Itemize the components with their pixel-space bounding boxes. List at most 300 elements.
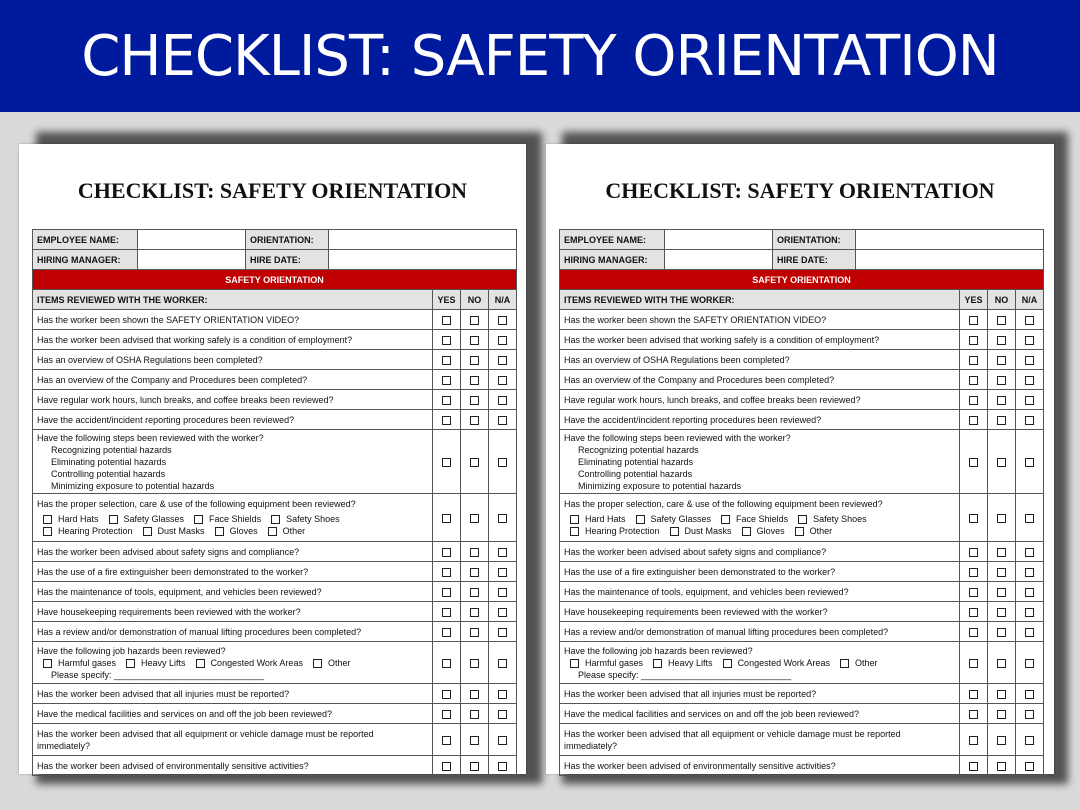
- no-checkbox[interactable]: [470, 588, 479, 597]
- no-checkbox[interactable]: [997, 568, 1006, 577]
- yes-checkbox[interactable]: [969, 356, 978, 365]
- option-checkbox[interactable]: [723, 659, 732, 668]
- no-checkbox[interactable]: [470, 458, 479, 467]
- checklist-row: [33, 310, 517, 330]
- yes-checkbox[interactable]: [442, 710, 451, 719]
- na-checkbox[interactable]: [498, 690, 507, 699]
- option-checkbox[interactable]: [798, 515, 807, 524]
- option-item[interactable]: [570, 525, 660, 537]
- na-cell: [489, 684, 517, 704]
- no-cell: [988, 430, 1016, 494]
- no-checkbox[interactable]: [997, 628, 1006, 637]
- no-checkbox[interactable]: [470, 736, 479, 745]
- option-item[interactable]: [636, 513, 712, 525]
- yes-checkbox[interactable]: [442, 762, 451, 771]
- yes-checkbox[interactable]: [442, 336, 451, 345]
- yes-checkbox[interactable]: [442, 514, 451, 523]
- question-cell: [33, 430, 433, 494]
- na-checkbox[interactable]: [1025, 376, 1034, 385]
- yes-checkbox[interactable]: [969, 710, 978, 719]
- na-cell: [489, 562, 517, 582]
- no-cell: [988, 350, 1016, 370]
- question-cell: Has the use of a fire extinguisher been demonstrated to the worker?: [33, 562, 433, 582]
- no-checkbox[interactable]: [997, 416, 1006, 425]
- yes-checkbox[interactable]: [442, 548, 451, 557]
- no-checkbox[interactable]: [997, 316, 1006, 325]
- checklist-row: [560, 410, 1044, 430]
- na-cell: [1016, 370, 1044, 390]
- option-checkbox[interactable]: [109, 515, 118, 524]
- yes-checkbox[interactable]: [442, 690, 451, 699]
- no-cell: [988, 582, 1016, 602]
- step-item: Minimizing exposure to potential hazards: [578, 480, 742, 491]
- option-label: Other: [809, 526, 833, 536]
- option-checkbox[interactable]: [570, 527, 579, 536]
- option-item[interactable]: [194, 513, 261, 525]
- yes-checkbox[interactable]: [969, 548, 978, 557]
- checklist-row: [560, 430, 1044, 494]
- step-item: Eliminating potential hazards: [51, 456, 167, 467]
- na-checkbox[interactable]: [1025, 762, 1034, 771]
- na-checkbox[interactable]: [1025, 736, 1034, 745]
- hiring-manager-label: HIRING MANAGER:: [33, 250, 138, 270]
- items-header: ITEMS REVIEWED WITH THE WORKER:: [33, 290, 433, 310]
- no-checkbox[interactable]: [470, 659, 479, 668]
- no-checkbox[interactable]: [997, 514, 1006, 523]
- yes-checkbox[interactable]: [969, 514, 978, 523]
- hiring-manager-field[interactable]: [665, 250, 773, 270]
- orientation-label: ORIENTATION:: [246, 230, 329, 250]
- option-checkbox[interactable]: [570, 659, 579, 668]
- option-checkbox[interactable]: [313, 659, 322, 668]
- na-cell: [1016, 724, 1044, 756]
- no-checkbox[interactable]: [997, 588, 1006, 597]
- question-text: Have the following steps been reviewed with the worker?: [564, 432, 791, 443]
- no-cell: [988, 310, 1016, 330]
- no-checkbox[interactable]: [997, 608, 1006, 617]
- no-checkbox[interactable]: [997, 376, 1006, 385]
- option-checkbox[interactable]: [43, 527, 52, 536]
- na-checkbox[interactable]: [1025, 336, 1034, 345]
- yes-checkbox[interactable]: [442, 458, 451, 467]
- yes-checkbox[interactable]: [442, 568, 451, 577]
- option-checkbox[interactable]: [653, 659, 662, 668]
- question-cell: Have the accident/incident reporting procedures been reviewed?: [33, 410, 433, 430]
- na-checkbox[interactable]: [1025, 628, 1034, 637]
- na-checkbox[interactable]: [498, 762, 507, 771]
- hiring-manager-field[interactable]: [138, 250, 246, 270]
- option-label: Face Shields: [736, 514, 789, 524]
- orientation-field[interactable]: [329, 230, 517, 250]
- na-checkbox[interactable]: [1025, 396, 1034, 405]
- na-cell: [1016, 310, 1044, 330]
- question-cell: Has the worker been advised that working safely is a condition of employment?: [33, 330, 433, 350]
- option-item[interactable]: [570, 513, 626, 525]
- yes-checkbox[interactable]: [969, 376, 978, 385]
- yes-checkbox[interactable]: [442, 396, 451, 405]
- option-item[interactable]: [798, 513, 867, 525]
- option-line: [564, 510, 955, 525]
- hiring-manager-label: HIRING MANAGER:: [560, 250, 665, 270]
- checklist-row: [560, 350, 1044, 370]
- option-checkbox[interactable]: [215, 527, 224, 536]
- na-checkbox[interactable]: [498, 396, 507, 405]
- question-cell: Has the worker been shown the SAFETY ORIENTATION VIDEO?: [560, 310, 960, 330]
- no-checkbox[interactable]: [470, 690, 479, 699]
- hire-date-label: HIRE DATE:: [246, 250, 329, 270]
- yes-cell: [433, 330, 461, 350]
- checklist-row: [33, 494, 517, 542]
- option-checkbox[interactable]: [196, 659, 205, 668]
- option-item[interactable]: [215, 525, 258, 537]
- na-checkbox[interactable]: [1025, 416, 1034, 425]
- checklist-row: [33, 430, 517, 494]
- checklist-row: [33, 724, 517, 756]
- yes-checkbox[interactable]: [969, 736, 978, 745]
- question-text: Have the following steps been reviewed with the worker?: [37, 432, 264, 443]
- question-text: immediately?: [37, 740, 91, 751]
- step-item: Recognizing potential hazards: [51, 444, 172, 455]
- no-header: NO: [988, 290, 1016, 310]
- option-item[interactable]: [109, 513, 185, 525]
- option-item[interactable]: [43, 525, 133, 537]
- option-checkbox[interactable]: [271, 515, 280, 524]
- na-cell: [489, 642, 517, 684]
- na-checkbox[interactable]: [498, 659, 507, 668]
- na-checkbox[interactable]: [498, 356, 507, 365]
- checklist-row: [33, 602, 517, 622]
- yes-checkbox[interactable]: [969, 396, 978, 405]
- question-text: immediately?: [564, 740, 618, 751]
- na-cell: [1016, 330, 1044, 350]
- question-cell: Have regular work hours, lunch breaks, and coffee breaks been reviewed?: [560, 390, 960, 410]
- yes-cell: [433, 582, 461, 602]
- no-checkbox[interactable]: [997, 396, 1006, 405]
- no-cell: [461, 642, 489, 684]
- option-checkbox[interactable]: [840, 659, 849, 668]
- question-cell: Has the worker been advised about safety signs and compliance?: [560, 542, 960, 562]
- no-checkbox[interactable]: [470, 628, 479, 637]
- question-cell: [33, 642, 433, 684]
- no-cell: [461, 622, 489, 642]
- yes-cell: [960, 350, 988, 370]
- yes-checkbox[interactable]: [969, 628, 978, 637]
- option-checkbox[interactable]: [721, 515, 730, 524]
- option-checkbox[interactable]: [636, 515, 645, 524]
- na-checkbox[interactable]: [1025, 710, 1034, 719]
- option-checkbox[interactable]: [742, 527, 751, 536]
- orientation-field[interactable]: [856, 230, 1044, 250]
- option-label: Other: [282, 526, 306, 536]
- no-checkbox[interactable]: [997, 690, 1006, 699]
- no-checkbox[interactable]: [997, 548, 1006, 557]
- no-cell: [988, 684, 1016, 704]
- option-item[interactable]: [126, 657, 186, 669]
- question-text: Have the following job hazards been reviewed?: [564, 645, 753, 656]
- option-item[interactable]: [43, 513, 99, 525]
- employee-name-label: EMPLOYEE NAME:: [33, 230, 138, 250]
- yes-cell: [960, 330, 988, 350]
- no-cell: [461, 602, 489, 622]
- no-checkbox[interactable]: [997, 336, 1006, 345]
- no-checkbox[interactable]: [997, 736, 1006, 745]
- checklist-row: [560, 756, 1044, 776]
- checklist-row: [33, 562, 517, 582]
- checklist-page-right: [546, 144, 1054, 774]
- option-label: Safety Shoes: [813, 514, 867, 524]
- option-label: Gloves: [229, 526, 258, 536]
- option-label: Hearing Protection: [58, 526, 133, 536]
- option-label: Gloves: [756, 526, 785, 536]
- yes-header: YES: [433, 290, 461, 310]
- section-header: SAFETY ORIENTATION: [560, 270, 1044, 290]
- yes-checkbox[interactable]: [442, 376, 451, 385]
- na-checkbox[interactable]: [1025, 458, 1034, 467]
- na-header: N/A: [1016, 290, 1044, 310]
- question-text: Has the worker been advised that all equipment or vehicle damage must be reported: [37, 728, 374, 739]
- na-checkbox[interactable]: [1025, 568, 1034, 577]
- option-label: Hard Hats: [58, 514, 99, 524]
- question-cell: [560, 494, 960, 542]
- question-cell: Has the maintenance of tools, equipment, and vehicles been reviewed?: [33, 582, 433, 602]
- na-checkbox[interactable]: [498, 336, 507, 345]
- yes-checkbox[interactable]: [442, 628, 451, 637]
- na-cell: [1016, 562, 1044, 582]
- option-label: Safety Glasses: [123, 514, 185, 524]
- option-item[interactable]: [653, 657, 713, 669]
- no-checkbox[interactable]: [997, 458, 1006, 467]
- yes-cell: [433, 562, 461, 582]
- option-checkbox[interactable]: [795, 527, 804, 536]
- option-item[interactable]: [196, 657, 303, 669]
- option-item[interactable]: [570, 657, 643, 669]
- na-checkbox[interactable]: [498, 608, 507, 617]
- option-checkbox[interactable]: [43, 515, 52, 524]
- no-checkbox[interactable]: [470, 396, 479, 405]
- na-checkbox[interactable]: [498, 548, 507, 557]
- checklist-row: [560, 684, 1044, 704]
- no-cell: [988, 622, 1016, 642]
- no-checkbox[interactable]: [470, 356, 479, 365]
- hire-date-field[interactable]: [856, 250, 1044, 270]
- na-checkbox[interactable]: [1025, 356, 1034, 365]
- no-checkbox[interactable]: [470, 316, 479, 325]
- no-checkbox[interactable]: [470, 608, 479, 617]
- question-cell: Have regular work hours, lunch breaks, and coffee breaks been reviewed?: [33, 390, 433, 410]
- yes-checkbox[interactable]: [969, 568, 978, 577]
- question-cell: Has the worker been advised about safety signs and compliance?: [33, 542, 433, 562]
- yes-cell: [433, 310, 461, 330]
- no-checkbox[interactable]: [470, 762, 479, 771]
- na-checkbox[interactable]: [498, 710, 507, 719]
- yes-checkbox[interactable]: [969, 608, 978, 617]
- question-cell: Has a review and/or demonstration of manual lifting procedures been completed?: [560, 622, 960, 642]
- checklist-row: [560, 390, 1044, 410]
- yes-header: YES: [960, 290, 988, 310]
- no-checkbox[interactable]: [470, 710, 479, 719]
- option-item[interactable]: [268, 525, 306, 537]
- question-cell: [560, 724, 960, 756]
- question-cell: Has the worker been shown the SAFETY ORIENTATION VIDEO?: [33, 310, 433, 330]
- na-checkbox[interactable]: [498, 736, 507, 745]
- question-text: Has the proper selection, care & use of the following equipment been reviewed?: [564, 499, 883, 509]
- option-item[interactable]: [271, 513, 340, 525]
- yes-checkbox[interactable]: [442, 736, 451, 745]
- yes-cell: [433, 622, 461, 642]
- no-cell: [988, 390, 1016, 410]
- option-checkbox[interactable]: [670, 527, 679, 536]
- yes-checkbox[interactable]: [969, 659, 978, 668]
- option-item[interactable]: [313, 657, 351, 669]
- yes-checkbox[interactable]: [969, 416, 978, 425]
- orientation-label: ORIENTATION:: [773, 230, 856, 250]
- question-cell: [33, 494, 433, 542]
- no-cell: [461, 704, 489, 724]
- na-cell: [489, 370, 517, 390]
- yes-checkbox[interactable]: [442, 608, 451, 617]
- na-checkbox[interactable]: [498, 416, 507, 425]
- yes-checkbox[interactable]: [969, 458, 978, 467]
- yes-cell: [433, 390, 461, 410]
- option-item[interactable]: [143, 525, 205, 537]
- no-checkbox[interactable]: [997, 659, 1006, 668]
- na-checkbox[interactable]: [1025, 316, 1034, 325]
- checklist-row: [33, 704, 517, 724]
- na-checkbox[interactable]: [1025, 548, 1034, 557]
- question-cell: [560, 430, 960, 494]
- na-checkbox[interactable]: [1025, 608, 1034, 617]
- na-cell: [1016, 350, 1044, 370]
- na-cell: [489, 602, 517, 622]
- yes-cell: [433, 430, 461, 494]
- option-item[interactable]: [840, 657, 878, 669]
- na-cell: [489, 310, 517, 330]
- yes-checkbox[interactable]: [969, 316, 978, 325]
- yes-cell: [960, 602, 988, 622]
- question-cell: Has the worker been advised that all injuries must be reported?: [560, 684, 960, 704]
- yes-cell: [960, 756, 988, 776]
- checklist-row: [560, 562, 1044, 582]
- checklist-row: [33, 350, 517, 370]
- checklist-row: [33, 370, 517, 390]
- yes-cell: [433, 410, 461, 430]
- no-cell: [461, 330, 489, 350]
- na-checkbox[interactable]: [498, 458, 507, 467]
- yes-cell: [960, 494, 988, 542]
- no-header: NO: [461, 290, 489, 310]
- yes-checkbox[interactable]: [969, 588, 978, 597]
- no-cell: [461, 724, 489, 756]
- na-checkbox[interactable]: [498, 514, 507, 523]
- question-cell: Has the maintenance of tools, equipment, and vehicles been reviewed?: [560, 582, 960, 602]
- option-checkbox[interactable]: [268, 527, 277, 536]
- checklist-row: [560, 642, 1044, 684]
- option-item[interactable]: [723, 657, 830, 669]
- checklist-row: [33, 642, 517, 684]
- option-item[interactable]: [795, 525, 833, 537]
- yes-checkbox[interactable]: [442, 316, 451, 325]
- na-checkbox[interactable]: [498, 628, 507, 637]
- na-cell: [1016, 684, 1044, 704]
- option-item[interactable]: [43, 657, 116, 669]
- hire-date-label: HIRE DATE:: [773, 250, 856, 270]
- no-checkbox[interactable]: [470, 548, 479, 557]
- na-checkbox[interactable]: [498, 376, 507, 385]
- yes-checkbox[interactable]: [969, 690, 978, 699]
- option-checkbox[interactable]: [43, 659, 52, 668]
- checklist-row: [33, 330, 517, 350]
- na-checkbox[interactable]: [1025, 514, 1034, 523]
- option-item[interactable]: [742, 525, 785, 537]
- no-checkbox[interactable]: [997, 356, 1006, 365]
- employee-name-field[interactable]: [665, 230, 773, 250]
- na-cell: [1016, 622, 1044, 642]
- option-checkbox[interactable]: [126, 659, 135, 668]
- checklist-row: [33, 542, 517, 562]
- question-cell: Has an overview of the Company and Procedures been completed?: [33, 370, 433, 390]
- specify-line: Please specify: ______________________________: [51, 669, 265, 680]
- hire-date-field[interactable]: [329, 250, 517, 270]
- yes-checkbox[interactable]: [442, 356, 451, 365]
- na-cell: [1016, 642, 1044, 684]
- option-line: [37, 525, 428, 537]
- checklist-row: [560, 494, 1044, 542]
- yes-cell: [960, 684, 988, 704]
- option-checkbox[interactable]: [143, 527, 152, 536]
- na-cell: [489, 410, 517, 430]
- no-checkbox[interactable]: [470, 376, 479, 385]
- yes-checkbox[interactable]: [442, 588, 451, 597]
- option-checkbox[interactable]: [570, 515, 579, 524]
- na-cell: [489, 756, 517, 776]
- option-item[interactable]: [721, 513, 788, 525]
- yes-cell: [960, 562, 988, 582]
- yes-cell: [960, 410, 988, 430]
- items-header: ITEMS REVIEWED WITH THE WORKER:: [560, 290, 960, 310]
- no-checkbox[interactable]: [470, 416, 479, 425]
- na-checkbox[interactable]: [498, 568, 507, 577]
- section-header: SAFETY ORIENTATION: [33, 270, 517, 290]
- checklist-row: [560, 542, 1044, 562]
- no-checkbox[interactable]: [997, 762, 1006, 771]
- na-checkbox[interactable]: [1025, 659, 1034, 668]
- yes-checkbox[interactable]: [442, 659, 451, 668]
- option-label: Congested Work Areas: [737, 657, 830, 668]
- no-checkbox[interactable]: [470, 514, 479, 523]
- option-label: Dust Masks: [684, 526, 732, 536]
- no-checkbox[interactable]: [997, 710, 1006, 719]
- yes-checkbox[interactable]: [442, 416, 451, 425]
- question-cell: Has the use of a fire extinguisher been demonstrated to the worker?: [560, 562, 960, 582]
- step-item: Controlling potential hazards: [51, 468, 166, 479]
- yes-checkbox[interactable]: [969, 336, 978, 345]
- option-item[interactable]: [670, 525, 732, 537]
- checklist-row: [560, 582, 1044, 602]
- items-table: [32, 269, 517, 776]
- employee-name-field[interactable]: [138, 230, 246, 250]
- no-checkbox[interactable]: [470, 568, 479, 577]
- yes-checkbox[interactable]: [969, 762, 978, 771]
- na-checkbox[interactable]: [1025, 588, 1034, 597]
- option-checkbox[interactable]: [194, 515, 203, 524]
- na-checkbox[interactable]: [498, 316, 507, 325]
- na-checkbox[interactable]: [498, 588, 507, 597]
- no-checkbox[interactable]: [470, 336, 479, 345]
- no-cell: [461, 684, 489, 704]
- na-checkbox[interactable]: [1025, 690, 1034, 699]
- question-cell: Have the accident/incident reporting procedures been reviewed?: [560, 410, 960, 430]
- question-text: Have the following job hazards been reviewed?: [37, 645, 226, 656]
